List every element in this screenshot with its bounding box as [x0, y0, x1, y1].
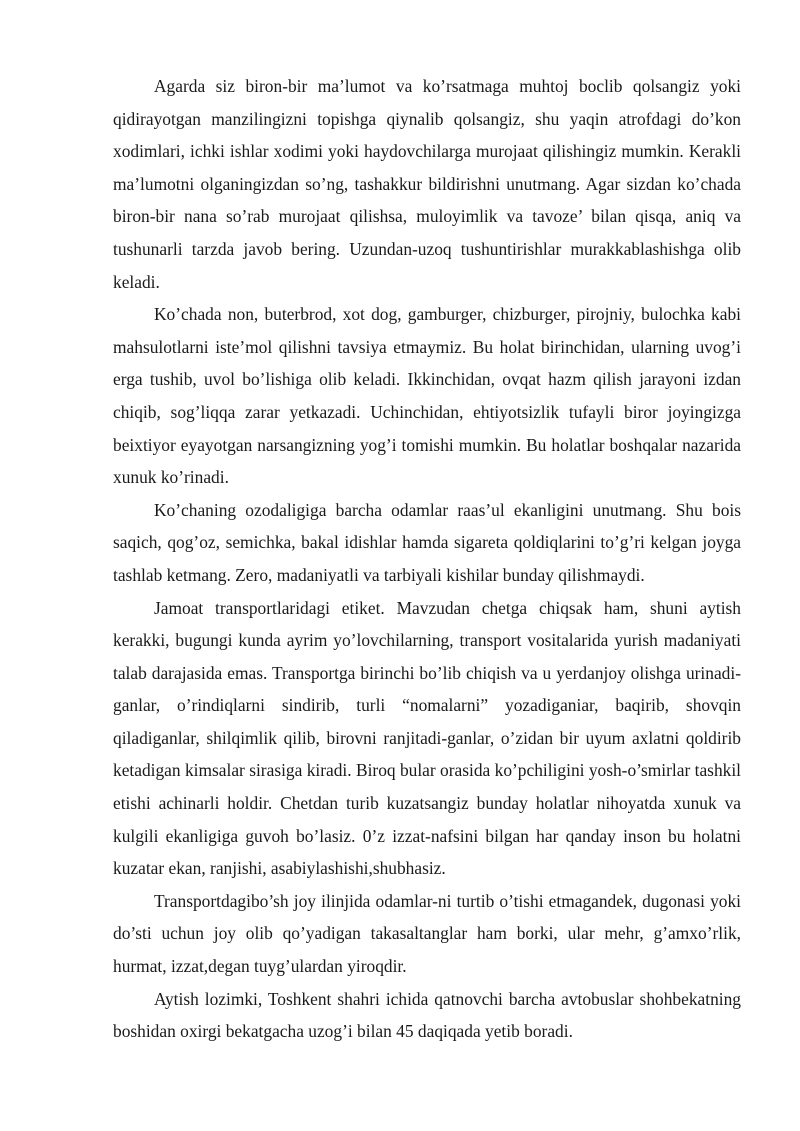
paragraph-3: Ko’chaning ozodaligiga barcha odamlar raas’ul ekanligini unutmang. Shu bois saqich, qog’oz, semichka, bakal idishlar hamda sigareta qoldiqlarini to’g’ri kelgan joyga tashlab ketmang. Zero, madaniyatli va tarbiyali kishilar bunday qilishmaydi.: [113, 499, 741, 585]
paragraph-4: Jamoat transportlaridagi etiket. Mavzudan chetga chiqsak ham, shuni aytish kerakki, bugungi kunda ayrim yo’lovchilarning, transport vositalarida yurish madaniyati talab darajasida emas. Transportga birinchi bo’lib chiqish va u yerdanjoy olishga urinadi-ganlar, o’rindiqlarni sindirib, turli “nomalarni” yozadiganiar, baqirib, shovqin qiladiganlar, shilqimlik qilib, birovni ranjitadi-ganlar, o’zidan bir uyum axlatni qoldirib ketadigan kimsalar sirasiga kiradi. Biroq bular orasida ko’pchiligini yosh-o’smirlar tashkil etishi achinarli holdir. Chetdan turib kuzatsangiz bunday holatlar nihoyatda xunuk va kulgili ekanligiga guvoh bo’lasiz. 0’z izzat-nafsini bilgan har qanday inson bu holatni kuzatar ekan, ranjishi, asabiylashishi,shubhasiz.: [113, 597, 741, 879]
paragraph-2: Ko’chada non, buterbrod, xot dog, gamburger, chizburger, pirojniy, bulochka kabi mahsulotlarni iste’mol qilishni tavsiya etmaymiz. Bu holat birinchidan, ularning uvog’i erga tushib, uvol bo’lishiga olib keladi. Ikkinchidan, ovqat hazm qilish jarayoni izdan chiqib, sog’liqqa zarar yetkazadi. Uchinchidan, ehtiyotsizlik tufayli biror joyingizga beixtiyor eyayotgan narsangizning yog’i tomishi mumkin. Bu holatlar boshqalar nazarida xunuk ko’rinadi.: [113, 304, 741, 488]
paragraph-5: Transportdagibo’sh joy ilinjida odamlar-ni turtib o’tishi etmagandek, dugonasi yoki do’sti uchun joy olib qo’yadigan takasaltanglar ham borki, ular mehr, g’amxo’rlik, hurmat, izzat,degan tuyg’ulardan yiroqdir.: [113, 890, 741, 977]
paragraph-1: Agarda siz biron-bir ma’lumot va ko’rsatmaga muhtoj boclib qolsangiz yoki qidirayotgan manzilingizni topishga qiynalib qolsangiz, shu yaqin atrofdagi do’kon xodimlari, ichki ishlar xodimi yoki haydovchilarga murojaat qilishingiz mumkin. Kerakli ma’lumotni olganingizdan so’ng, tashakkur bildirishni unutmang. Agar sizdan ko’chada biron-bir nana so’rab murojaat qilishsa, muloyimlik va tavoze’ bilan qisqa, aniq va tushunarli tarzda javob bering. Uzundan-uzoq tushuntirishlar murakkablashishga olib keladi.: [113, 76, 741, 292]
document-page: [113, 70, 741, 1048]
paragraph-6: Aytish lozimki, Toshkent shahri ichida qatnovchi barcha avtobuslar shohbekatning boshidan oxirgi bekatgacha uzog’i bilan 45 daqiqada yetib boradi.: [113, 988, 741, 1042]
